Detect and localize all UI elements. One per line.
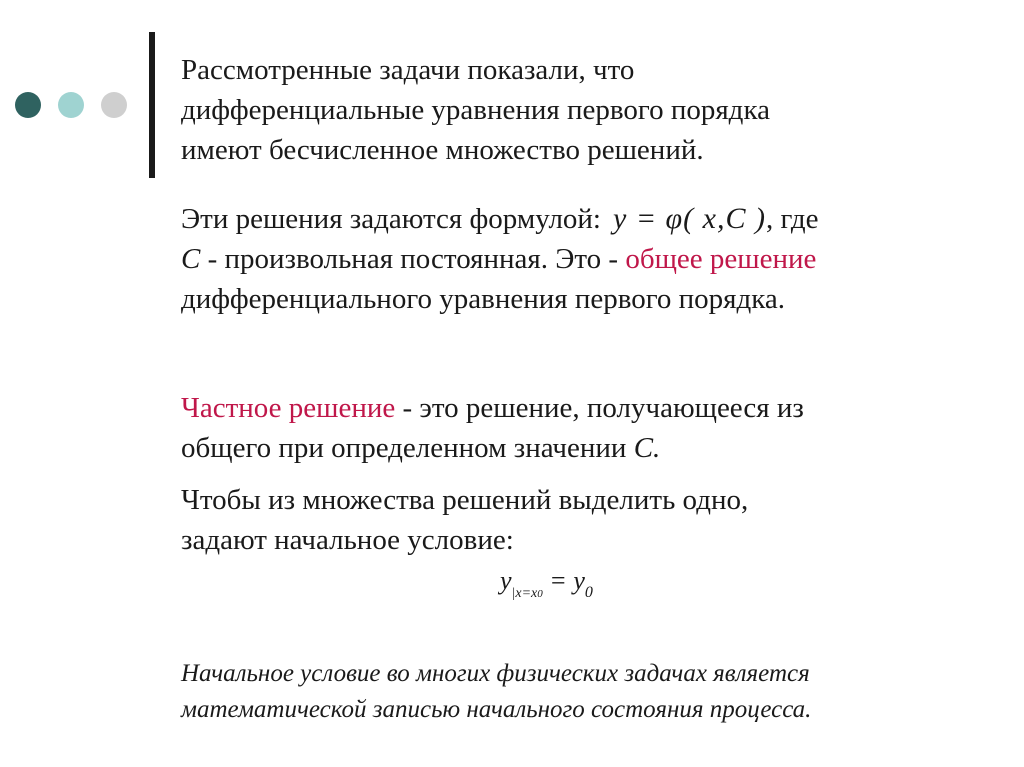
title-divider-bar bbox=[149, 32, 155, 178]
intro-paragraph bbox=[181, 50, 770, 170]
formula-equals-y: = y bbox=[542, 566, 585, 595]
particular-solution-line-2 bbox=[181, 428, 804, 468]
initial-condition-formula bbox=[500, 566, 593, 601]
formula-intro-text: Эти решения задаются формулой: bbox=[181, 203, 601, 235]
constant-c-symbol: C bbox=[181, 243, 201, 275]
closing-note-line-2: математической записью начального состояния процесса. bbox=[181, 696, 812, 723]
intro-line-1: Рассмотренные задачи показали, что bbox=[181, 54, 635, 86]
formula-tail-text: , где bbox=[765, 203, 819, 235]
general-solution-term: общее решение bbox=[625, 243, 817, 275]
particular-solution-paragraph bbox=[181, 388, 804, 468]
constant-c-symbol-2: C. bbox=[633, 432, 661, 464]
particular-solution-term: Частное решение bbox=[181, 392, 396, 424]
general-solution-paragraph bbox=[181, 199, 819, 319]
general-solution-line-2 bbox=[181, 239, 819, 279]
formula-subscript-zero: 0 bbox=[537, 588, 543, 600]
closing-note-line-1: Начальное условие во многих физических задачах является bbox=[181, 660, 810, 687]
intro-line-2: дифференциальные уравнения первого порядка bbox=[181, 94, 770, 126]
formula-subscript bbox=[512, 586, 543, 601]
particular-solution-text: общего при определенном значении bbox=[181, 432, 634, 464]
general-solution-line-1 bbox=[181, 199, 819, 239]
particular-solution-definition: - это решение, получающееся из bbox=[395, 392, 804, 424]
formula-y-zero-sub: 0 bbox=[584, 584, 593, 601]
initial-condition-paragraph bbox=[181, 480, 748, 560]
closing-note bbox=[181, 656, 811, 728]
general-solution-line-3: дифференциального уравнения первого порядка. bbox=[181, 283, 786, 315]
particular-solution-line-1 bbox=[181, 388, 804, 428]
initial-condition-line-1: Чтобы из множества решений выделить одно, bbox=[181, 484, 749, 516]
decorative-dot-light bbox=[58, 92, 84, 118]
decorative-dot-dark bbox=[15, 92, 41, 118]
constant-description: - произвольная постоянная. Это - bbox=[200, 243, 626, 275]
decorative-dot-gray bbox=[101, 92, 127, 118]
formula-y: y bbox=[500, 566, 512, 595]
initial-condition-line-2: задают начальное условие: bbox=[181, 524, 514, 556]
intro-line-3: имеют бесчисленное множество решений. bbox=[181, 134, 704, 166]
formula-subscript-text: |x=x bbox=[511, 586, 538, 601]
general-solution-formula: y = φ( x,C ) bbox=[613, 202, 766, 235]
